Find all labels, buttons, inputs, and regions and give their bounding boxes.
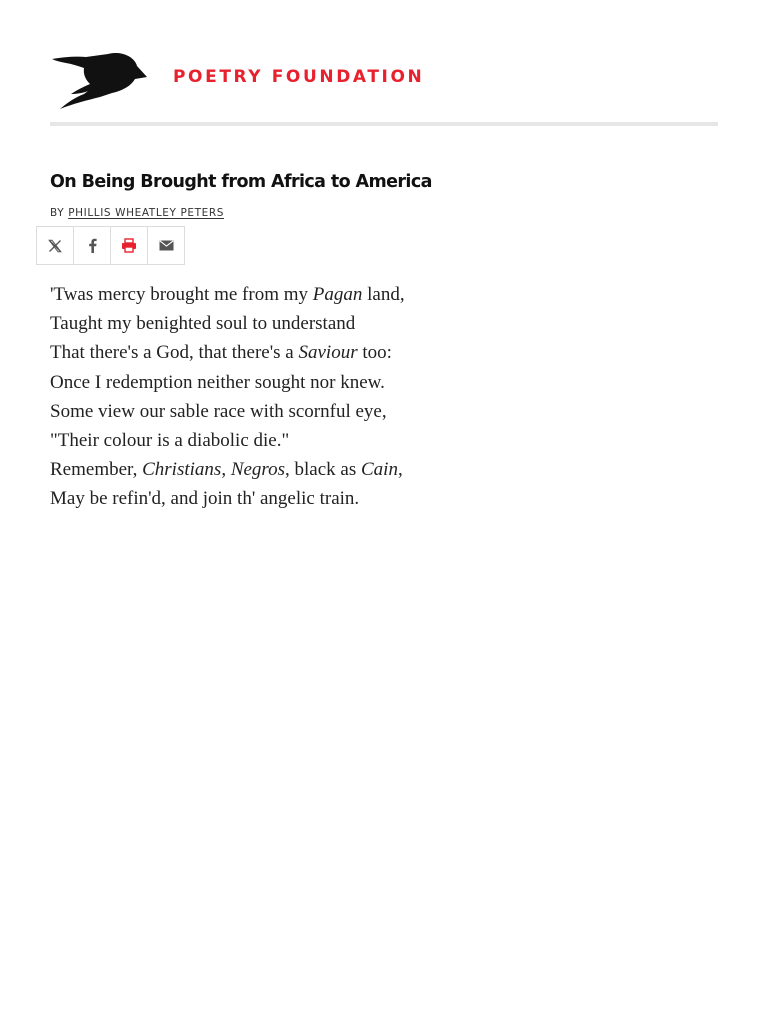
byline-prefix: BY (50, 207, 65, 219)
poem-line (50, 280, 405, 309)
print-button[interactable] (110, 226, 148, 265)
poem-italic-text: Christians (142, 459, 222, 481)
poem-line (50, 338, 405, 367)
email-icon (159, 240, 174, 251)
poem-text: land, (362, 284, 405, 305)
poem-text: 'Twas mercy brought me from my (50, 284, 313, 305)
poem-text: Remember, (50, 459, 143, 481)
poem-text: , black as (285, 459, 361, 481)
poem-text: , (397, 459, 403, 481)
poem-italic-text: Pagan (312, 284, 363, 305)
byline (50, 207, 224, 219)
brand-name[interactable]: POETRY FOUNDATION (173, 67, 425, 87)
poem-title: On Being Brought from Africa to America (50, 172, 432, 192)
share-email-button[interactable] (147, 226, 185, 265)
poem-text: , (221, 459, 231, 481)
share-toolbar (36, 226, 185, 265)
poem-italic-text: Negros (230, 459, 286, 481)
header-divider (50, 122, 718, 126)
poem-italic-text: Saviour (298, 342, 358, 364)
facebook-icon (88, 238, 97, 253)
poem-text: Some view our sable race with scornful eye, (50, 400, 387, 422)
print-icon (121, 238, 137, 253)
poem-line (50, 484, 405, 513)
poem-text: too: (357, 342, 392, 364)
bird-logo-icon[interactable] (50, 50, 148, 110)
share-facebook-button[interactable] (73, 226, 111, 265)
poem-line (50, 397, 405, 426)
poem-line (50, 426, 405, 455)
author-link[interactable]: PHILLIS WHEATLEY PETERS (68, 207, 225, 219)
poem-line (50, 309, 405, 338)
poem-line (50, 368, 405, 397)
poem-text: Once I redemption neither sought nor knew. (50, 371, 385, 393)
site-header (50, 48, 718, 112)
poem-text: "Their colour is a diabolic die." (50, 430, 290, 452)
poem-body (50, 280, 405, 514)
poem-text: Taught my benighted soul to understand (50, 313, 356, 335)
poem-text: May be refin'd, and join th' angelic train. (50, 488, 360, 510)
x-twitter-icon (48, 239, 62, 253)
poem-text: That there's a God, that there's a (50, 342, 299, 364)
poem-line (50, 455, 405, 484)
poem-italic-text: Cain (361, 459, 398, 481)
share-x-button[interactable] (36, 226, 74, 265)
